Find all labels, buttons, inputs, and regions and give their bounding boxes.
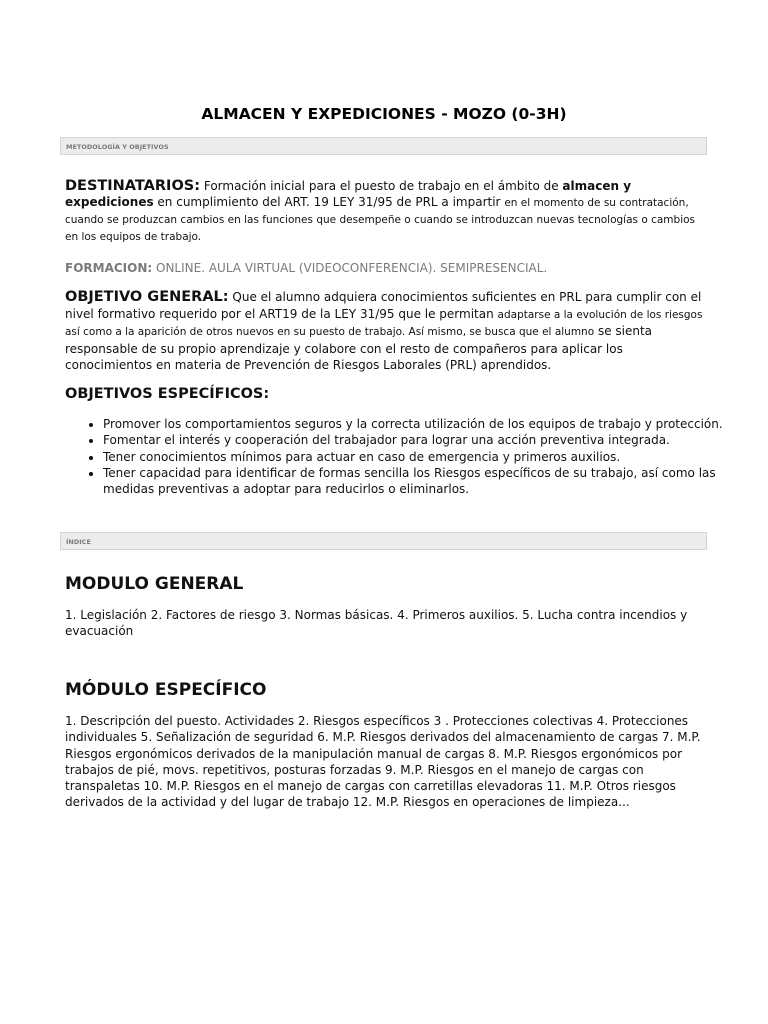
formacion-line xyxy=(65,261,705,275)
objetivo-general-paragraph xyxy=(65,289,705,374)
destinatarios-small-text: en el momento de su contratación, cuando se produzcan cambios en las funciones que desempeñe o cuando se introduzcan nuevas tecnologías o cambios en los equipos de trabajo. xyxy=(65,197,695,243)
destinatarios-paragraph xyxy=(65,178,705,245)
objetivo-general-small-text: adaptarse a la evolución de los riesgos así como a la aparición de otros nuevos en su puesto de trabajo. Así mismo, se busca que el alumno xyxy=(65,308,703,338)
list-item: • Tener capacidad para identificar de formas sencilla los Riesgos específicos de su trabajo, así como las medidas preventivas a adoptar para reducirlos o eliminarlos. xyxy=(103,465,743,498)
section-bar-indice: ÍNDICE xyxy=(60,532,707,550)
objetivo-general-heading: OBJETIVO GENERAL: xyxy=(65,289,229,305)
list-item: • Fomentar el interés y cooperación del trabajador para lograr una acción preventiva integrada. xyxy=(103,432,743,448)
modulo-especifico-heading: MÓDULO ESPECÍFICO xyxy=(65,680,267,700)
destinatarios-bold: almacen y expediciones xyxy=(65,179,632,209)
destinatarios-text: Formación inicial para el puesto de trabajo en el ámbito de xyxy=(200,179,563,193)
destinatarios-heading: DESTINATARIOS: xyxy=(65,178,201,194)
destinatarios-text-2: en cumplimiento del ART. 19 LEY 31/95 de PRL a impartir xyxy=(153,195,505,209)
objetivo-general-text-2: se sienta responsable de su propio aprendizaje y colabore con el resto de compañeros para aplicar los conocimientos en materia de Prevención de Riesgos Laborales (PRL) aprendidos. xyxy=(65,324,653,372)
objetivos-especificos-list xyxy=(65,416,743,497)
list-item: • Tener conocimientos mínimos para actuar en caso de emergencia y primeros auxilios. xyxy=(103,449,743,465)
section-bar-metodologia: METODOLOGÍA Y OBJETIVOS xyxy=(60,137,707,155)
modulo-especifico-text: 1. Descripción del puesto. Actividades 2. Riesgos específicos 3 . Protecciones colectivas 4. Protecciones individuales 5. Señalización de seguridad 6. M.P. Riesgos derivados del almacenamiento de cargas 7. M.P. Riesgos ergonómicos derivados de la manipulación manual de cargas 8. M.P. Riesgos ergonómicos por trabajos de pié, movs. repetitivos, posturas forzadas 9. M.P. Riesgos en el manejo de cargas con transpaletas 10. M.P. Riesgos en el manejo de cargas con carretillas elevadoras 11. M.P. Otros riesgos derivados de la actividad y del lugar de trabajo 12. M.P. Riesgos en operaciones de limpieza... xyxy=(65,714,701,810)
modulo-general-heading: MODULO GENERAL xyxy=(65,574,244,594)
objetivos-especificos-heading: OBJETIVOS ESPECÍFICOS: xyxy=(65,386,270,402)
modulo-general-text: 1. Legislación 2. Factores de riesgo 3. Normas básicas. 4. Primeros auxilios. 5. Lucha contra incendios y evacuación xyxy=(65,608,688,639)
objetivo-general-text: Que el alumno adquiera conocimientos suficientes en PRL para cumplir con el nivel formativo requerido por el ART19 de la LEY 31/95 que le permitan xyxy=(65,290,702,321)
document-title: ALMACEN Y EXPEDICIONES - MOZO (0-3H) xyxy=(201,105,567,123)
formacion-text: ONLINE. AULA VIRTUAL (VIDEOCONFERENCIA). SEMIPRESENCIAL. xyxy=(152,261,548,275)
list-item: • Promover los comportamientos seguros y la correcta utilización de los equipos de trabajo y protección. xyxy=(103,416,743,432)
formacion-heading: FORMACION: xyxy=(65,261,153,275)
